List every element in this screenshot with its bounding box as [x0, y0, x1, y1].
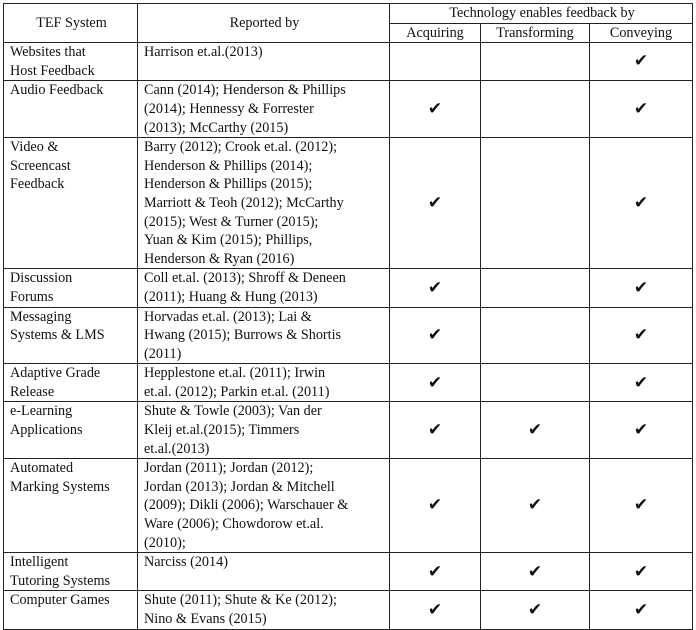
cell-tef-system: Audio Feedback [4, 81, 138, 138]
cell-reported-by: Horvadas et.al. (2013); Lai & Hwang (2015); Burrows & Shortis (2011) [138, 307, 390, 364]
cell-tef-system: Automated Marking Systems [4, 459, 138, 553]
header-reported-by: Reported by [138, 4, 390, 43]
cell-acquiring [390, 553, 481, 591]
cell-transforming [481, 269, 590, 307]
check-icon: ✔ [427, 495, 443, 516]
cell-acquiring [390, 81, 481, 138]
cell-tef-system: Video & Screencast Feedback [4, 138, 138, 269]
table-row [4, 307, 693, 364]
cell-conveying [590, 553, 693, 591]
cell-acquiring [390, 307, 481, 364]
check-icon: ✔ [633, 277, 649, 298]
cell-conveying [590, 402, 693, 459]
check-icon: ✔ [427, 420, 443, 441]
check-icon: ✔ [527, 599, 543, 620]
check-icon: ✔ [527, 495, 543, 516]
cell-tef-system: Messaging Systems & LMS [4, 307, 138, 364]
cell-reported-by: Harrison et.al.(2013) [138, 43, 390, 81]
check-icon: ✔ [633, 420, 649, 441]
table-row [4, 269, 693, 307]
cell-transforming [481, 43, 590, 81]
cell-conveying [590, 364, 693, 402]
cell-acquiring [390, 269, 481, 307]
cell-acquiring [390, 459, 481, 553]
check-icon: ✔ [427, 277, 443, 298]
cell-transforming [481, 459, 590, 553]
cell-conveying [590, 591, 693, 629]
cell-reported-by: Jordan (2011); Jordan (2012); Jordan (2013); Jordan & Mitchell (2009); Dikli (2006); Warschauer & Ware (2006); Chowdorow et.al. (2010); [138, 459, 390, 553]
header-technology-enables: Technology enables feedback by [390, 4, 693, 24]
cell-conveying [590, 43, 693, 81]
cell-reported-by: Coll et.al. (2013); Shroff & Deneen (2011); Huang & Hung (2013) [138, 269, 390, 307]
table-row [4, 364, 693, 402]
check-icon: ✔ [633, 372, 649, 393]
header-acquiring: Acquiring [390, 23, 481, 43]
cell-acquiring [390, 364, 481, 402]
cell-acquiring [390, 43, 481, 81]
header-conveying: Conveying [590, 23, 693, 43]
check-icon: ✔ [633, 325, 649, 346]
check-icon: ✔ [427, 192, 443, 213]
check-icon: ✔ [527, 420, 543, 441]
cell-tef-system: Intelligent Tutoring Systems [4, 553, 138, 591]
cell-tef-system: Websites that Host Feedback [4, 43, 138, 81]
cell-transforming [481, 364, 590, 402]
cell-acquiring [390, 138, 481, 269]
cell-reported-by: Cann (2014); Henderson & Phillips (2014); Hennessy & Forrester (2013); McCarthy (2015) [138, 81, 390, 138]
cell-tef-system: Discussion Forums [4, 269, 138, 307]
cell-reported-by: Narciss (2014) [138, 553, 390, 591]
cell-tef-system: Adaptive Grade Release [4, 364, 138, 402]
check-icon: ✔ [427, 561, 443, 582]
table-row [4, 553, 693, 591]
cell-transforming [481, 553, 590, 591]
tef-table [3, 3, 693, 630]
check-icon: ✔ [427, 372, 443, 393]
table-row [4, 591, 693, 629]
cell-conveying [590, 81, 693, 138]
cell-tef-system: e-Learning Applications [4, 402, 138, 459]
cell-transforming [481, 591, 590, 629]
cell-conveying [590, 459, 693, 553]
check-icon: ✔ [633, 192, 649, 213]
check-icon: ✔ [633, 599, 649, 620]
check-icon: ✔ [427, 98, 443, 119]
table-row [4, 138, 693, 269]
check-icon: ✔ [427, 325, 443, 346]
cell-reported-by: Shute (2011); Shute & Ke (2012); Nino & Evans (2015) [138, 591, 390, 629]
cell-reported-by: Hepplestone et.al. (2011); Irwin et.al. (2012); Parkin et.al. (2011) [138, 364, 390, 402]
cell-transforming [481, 307, 590, 364]
header-transforming: Transforming [481, 23, 590, 43]
check-icon: ✔ [427, 599, 443, 620]
cell-transforming [481, 81, 590, 138]
cell-transforming [481, 402, 590, 459]
cell-conveying [590, 269, 693, 307]
cell-acquiring [390, 591, 481, 629]
table-row [4, 43, 693, 81]
cell-conveying [590, 138, 693, 269]
check-icon: ✔ [527, 561, 543, 582]
cell-reported-by: Shute & Towle (2003); Van der Kleij et.al.(2015); Timmers et.al.(2013) [138, 402, 390, 459]
cell-conveying [590, 307, 693, 364]
check-icon: ✔ [633, 495, 649, 516]
table-row [4, 459, 693, 553]
check-icon: ✔ [633, 561, 649, 582]
cell-transforming [481, 138, 590, 269]
check-icon: ✔ [633, 98, 649, 119]
check-icon: ✔ [633, 51, 649, 72]
cell-tef-system: Computer Games [4, 591, 138, 629]
table-row [4, 81, 693, 138]
header-tef-system: TEF System [4, 4, 138, 43]
cell-acquiring [390, 402, 481, 459]
cell-reported-by: Barry (2012); Crook et.al. (2012); Henderson & Phillips (2014); Henderson & Phillips (2015); Marriott & Teoh (2012); McCarthy (2015); West & Turner (2015); Yuan & Kim (2015); Phillips, Henderson & Ryan (2016) [138, 138, 390, 269]
table-row [4, 402, 693, 459]
